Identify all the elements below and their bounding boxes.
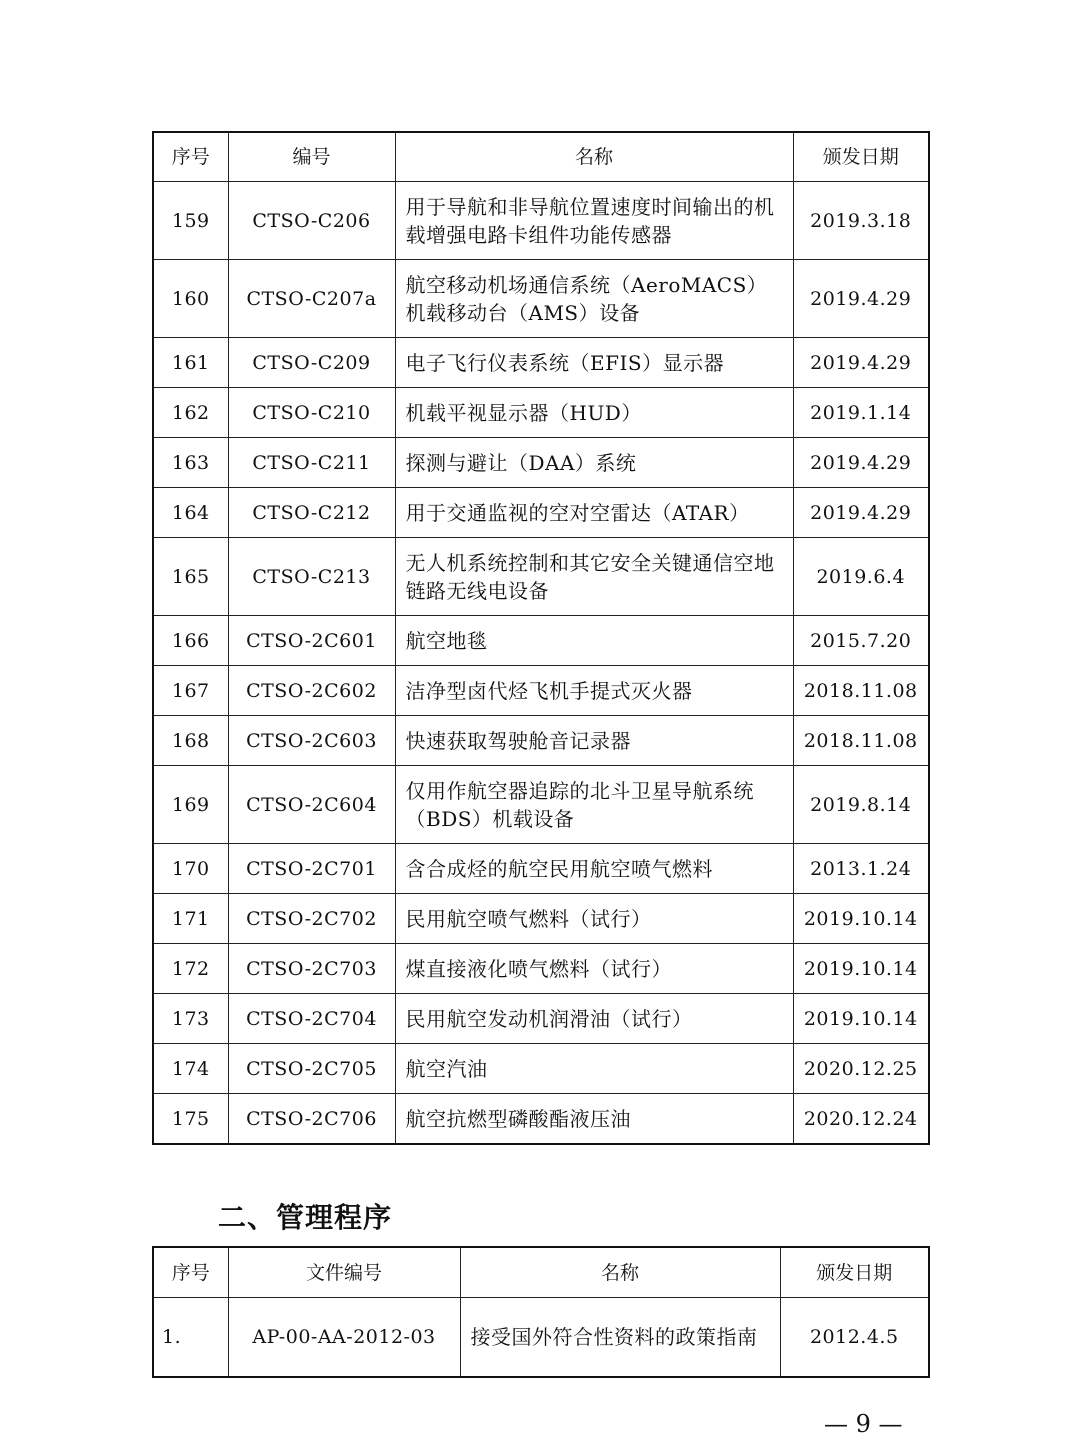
standards-table — [152, 131, 930, 1145]
cell-name: 航空抗燃型磷酸酯液压油 — [395, 1094, 793, 1145]
table-row — [153, 1298, 929, 1378]
cell-date: 2019.1.14 — [793, 388, 929, 438]
cell-name: 洁净型卤代烃飞机手提式灭火器 — [395, 666, 793, 716]
cell-date: 2019.3.18 — [793, 182, 929, 260]
cell-serial: 173 — [153, 994, 228, 1044]
cell-serial: 174 — [153, 1044, 228, 1094]
cell-name: 电子飞行仪表系统（EFIS）显示器 — [395, 338, 793, 388]
table-row — [153, 994, 929, 1044]
cell-name: 仅用作航空器追踪的北斗卫星导航系统（BDS）机载设备 — [395, 766, 793, 844]
cell-name: 民用航空发动机润滑油（试行） — [395, 994, 793, 1044]
cell-code: CTSO-2C604 — [228, 766, 395, 844]
cell-serial: 172 — [153, 944, 228, 994]
cell-code: CTSO-2C601 — [228, 616, 395, 666]
cell-name: 无人机系统控制和其它安全关键通信空地链路无线电设备 — [395, 538, 793, 616]
cell-code: AP-00-AA-2012-03 — [228, 1298, 460, 1378]
header-date: 颁发日期 — [793, 132, 929, 182]
cell-date: 2019.10.14 — [793, 894, 929, 944]
cell-code: CTSO-2C602 — [228, 666, 395, 716]
cell-serial: 175 — [153, 1094, 228, 1145]
header-file-code: 文件编号 — [228, 1247, 460, 1298]
cell-date: 2019.10.14 — [793, 994, 929, 1044]
cell-name: 含合成烃的航空民用航空喷气燃料 — [395, 844, 793, 894]
cell-name: 煤直接液化喷气燃料（试行） — [395, 944, 793, 994]
cell-serial: 170 — [153, 844, 228, 894]
cell-name: 民用航空喷气燃料（试行） — [395, 894, 793, 944]
cell-serial: 165 — [153, 538, 228, 616]
header-code: 编号 — [228, 132, 395, 182]
cell-serial: 168 — [153, 716, 228, 766]
table-row — [153, 1094, 929, 1145]
cell-code: CTSO-2C705 — [228, 1044, 395, 1094]
cell-date: 2019.8.14 — [793, 766, 929, 844]
table-row — [153, 844, 929, 894]
cell-code: CTSO-2C702 — [228, 894, 395, 944]
header-name: 名称 — [460, 1247, 780, 1298]
cell-serial: 159 — [153, 182, 228, 260]
cell-code: CTSO-C206 — [228, 182, 395, 260]
table-row — [153, 338, 929, 388]
table-row — [153, 666, 929, 716]
table-row — [153, 716, 929, 766]
cell-name: 用于交通监视的空对空雷达（ATAR） — [395, 488, 793, 538]
header-name: 名称 — [395, 132, 793, 182]
cell-date: 2015.7.20 — [793, 616, 929, 666]
table-row — [153, 488, 929, 538]
cell-serial: 1. — [153, 1298, 228, 1378]
cell-code: CTSO-2C706 — [228, 1094, 395, 1145]
cell-serial: 164 — [153, 488, 228, 538]
table-row — [153, 766, 929, 844]
cell-date: 2013.1.24 — [793, 844, 929, 894]
table-row — [153, 438, 929, 488]
cell-code: CTSO-C207a — [228, 260, 395, 338]
cell-serial: 169 — [153, 766, 228, 844]
page-number: — 9 — — [824, 1410, 903, 1438]
cell-serial: 162 — [153, 388, 228, 438]
table-row — [153, 616, 929, 666]
cell-date: 2019.6.4 — [793, 538, 929, 616]
cell-name: 机载平视显示器（HUD） — [395, 388, 793, 438]
cell-code: CTSO-C211 — [228, 438, 395, 488]
cell-name: 航空地毯 — [395, 616, 793, 666]
cell-code: CTSO-C210 — [228, 388, 395, 438]
cell-code: CTSO-2C603 — [228, 716, 395, 766]
cell-date: 2020.12.25 — [793, 1044, 929, 1094]
cell-date: 2019.4.29 — [793, 338, 929, 388]
cell-code: CTSO-C209 — [228, 338, 395, 388]
cell-date: 2019.10.14 — [793, 944, 929, 994]
cell-name: 航空汽油 — [395, 1044, 793, 1094]
cell-date: 2019.4.29 — [793, 488, 929, 538]
cell-name: 接受国外符合性资料的政策指南 — [460, 1298, 780, 1378]
header-serial: 序号 — [153, 132, 228, 182]
cell-name: 用于导航和非导航位置速度时间输出的机载增强电路卡组件功能传感器 — [395, 182, 793, 260]
cell-serial: 167 — [153, 666, 228, 716]
header-date: 颁发日期 — [780, 1247, 929, 1298]
section-title: 二、管理程序 — [218, 1201, 393, 1234]
table-row — [153, 388, 929, 438]
header-serial: 序号 — [153, 1247, 228, 1298]
cell-date: 2020.12.24 — [793, 1094, 929, 1145]
cell-name: 航空移动机场通信系统（AeroMACS）机载移动台（AMS）设备 — [395, 260, 793, 338]
cell-code: CTSO-C213 — [228, 538, 395, 616]
table-header-row — [153, 1247, 929, 1298]
table-header-row — [153, 132, 929, 182]
table-row — [153, 538, 929, 616]
cell-code: CTSO-2C701 — [228, 844, 395, 894]
procedures-table — [152, 1246, 930, 1378]
cell-date: 2019.4.29 — [793, 438, 929, 488]
cell-date: 2012.4.5 — [780, 1298, 929, 1378]
cell-serial: 171 — [153, 894, 228, 944]
cell-date: 2019.4.29 — [793, 260, 929, 338]
cell-date: 2018.11.08 — [793, 666, 929, 716]
cell-serial: 163 — [153, 438, 228, 488]
cell-code: CTSO-2C703 — [228, 944, 395, 994]
table-row — [153, 260, 929, 338]
cell-serial: 161 — [153, 338, 228, 388]
table-row — [153, 944, 929, 994]
table-row — [153, 182, 929, 260]
cell-serial: 166 — [153, 616, 228, 666]
cell-name: 探测与避让（DAA）系统 — [395, 438, 793, 488]
table-row — [153, 894, 929, 944]
cell-date: 2018.11.08 — [793, 716, 929, 766]
cell-code: CTSO-2C704 — [228, 994, 395, 1044]
table-row — [153, 1044, 929, 1094]
cell-code: CTSO-C212 — [228, 488, 395, 538]
cell-serial: 160 — [153, 260, 228, 338]
cell-name: 快速获取驾驶舱音记录器 — [395, 716, 793, 766]
